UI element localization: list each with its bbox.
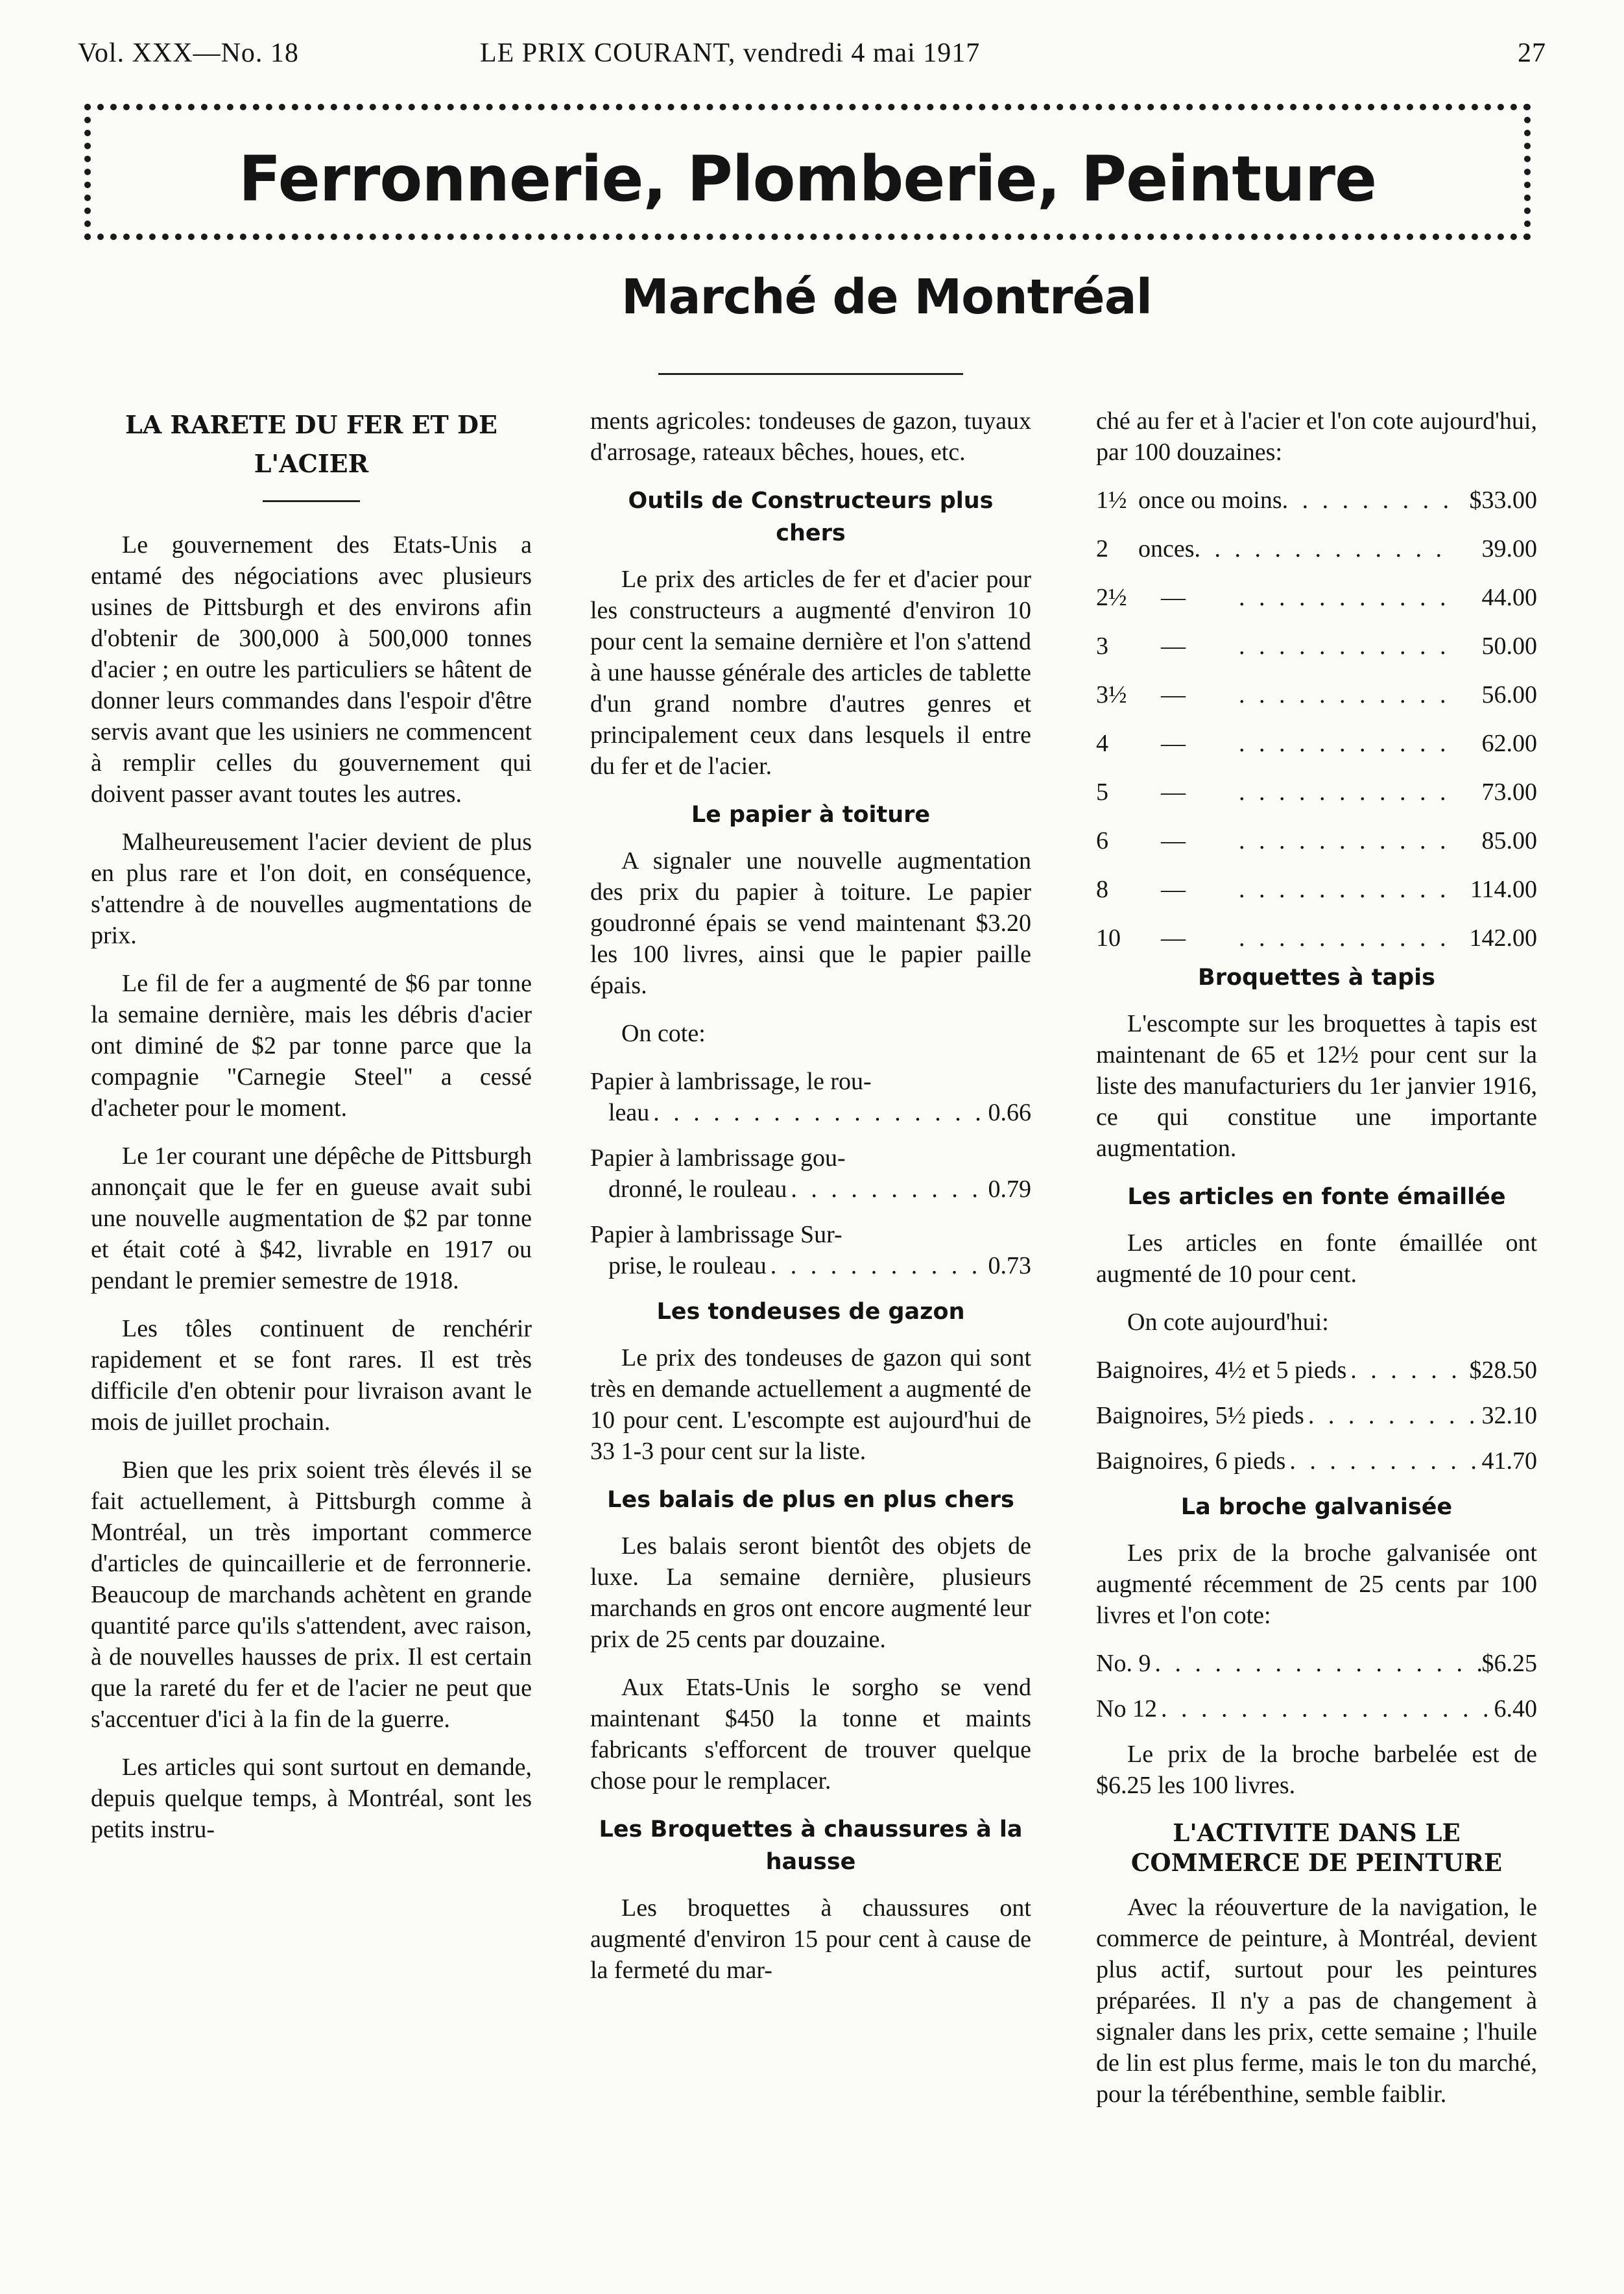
paragraph: Bien que les prix soient très élevés il se fait actuellement, à Pittsburgh comme à Montréal, un très important commerce d'articles de quincaillerie et de ferronnerie. Beaucoup de marchands achètent en grande quantité parce qu'ils s'attendent, avec raison, à de nouvelles hausses de prix. Il est certain que la rareté du fer et de l'acier ne peut que s'accentuer d'ici à la fin de la guerre.	[91, 1456, 532, 1733]
paragraph: A signaler une nouvelle augmentation des prix du papier à toiture. Le papier goudronné épais se vend maintenant $3.20 les 100 livres, ainsi que le papier paille épais.	[590, 847, 1031, 999]
on-cote-label: On cote aujourd'hui:	[1127, 1309, 1329, 1336]
subheading-fonte-emaillee: Les articles en fonte émaillée	[1127, 1184, 1506, 1210]
tack-row	[1096, 728, 1537, 777]
wire-price: $6.25	[1481, 1650, 1537, 1677]
bath-price: 32.10	[1481, 1402, 1537, 1429]
subheading-balais: Les balais de plus en plus chers	[607, 1487, 1014, 1513]
bath-price: $28.50	[1469, 1357, 1537, 1384]
column-3	[1096, 405, 1537, 2127]
tack-row	[1096, 874, 1537, 923]
subheading-broche-galvanisee: La broche galvanisée	[1180, 1494, 1453, 1520]
tack-price-table	[1096, 485, 1537, 961]
masthead: LE PRIX COURANT, vendredi 4 mai 1917	[480, 38, 981, 68]
bath-price-row	[1096, 1445, 1537, 1477]
bath-label: Baignoires, 4½ et 5 pieds	[1096, 1357, 1347, 1384]
price-entry	[590, 1219, 1031, 1281]
paragraph: Le gouvernement des Etats-Unis a entamé des négociations avec plusieurs usines de Pittsburgh et des environs afin d'obtenir de 300,000 à 500,000 tonnes d'acier ; en outre les particuliers se hâtent de donner leurs commandes dans l'espoir d'être servis avant que les usiniers ne commencent à remplir celles du gouvernement qui doivent passer avant toutes les autres.	[91, 531, 532, 808]
paragraph: Les broquettes à chaussures ont augmenté d'environ 15 pour cent à cause de la fermeté du mar-	[590, 1894, 1031, 1984]
entry-price: 0.73	[988, 1252, 1031, 1279]
tack-price: 142.00	[1469, 924, 1537, 952]
entry-label: Papier à lambrissage, le rou-	[590, 1068, 872, 1095]
leader-dots	[787, 1174, 988, 1205]
paragraph: Le 1er courant une dépêche de Pittsburgh annonçait que le fer en gueuse avait subi une nouvelle augmentation de $2 par tonne et était coté à $42, livrable en 1917 ou pendant le premier semestre de 1918.	[91, 1142, 532, 1294]
entry-price: 0.79	[988, 1176, 1031, 1203]
tack-qty: 2	[1096, 535, 1108, 562]
paragraph: Les tôles continuent de renchérir rapidement et se font rares. Il est très difficile d'en obtenir pour livraison avant le mois de juillet prochain.	[91, 1315, 532, 1436]
price-entry	[590, 1142, 1031, 1205]
tack-price: 114.00	[1470, 876, 1537, 903]
tack-row	[1096, 777, 1537, 825]
subheading-broquettes-tapis: Broquettes à tapis	[1198, 965, 1435, 991]
column-1	[91, 405, 532, 1862]
subheading-papier: Le papier à toiture	[691, 802, 931, 828]
heading-rule	[263, 500, 360, 502]
running-header	[78, 38, 1546, 77]
leader-dots	[649, 1097, 988, 1128]
bath-price-row	[1096, 1355, 1537, 1386]
leader-dots	[1282, 485, 1453, 516]
bath-price-row	[1096, 1400, 1537, 1431]
tack-row	[1096, 679, 1537, 728]
tack-row	[1096, 485, 1537, 533]
leader-dots	[1239, 923, 1453, 954]
tack-qty: 8	[1096, 876, 1108, 903]
entry-leader	[590, 1250, 1031, 1281]
price-entry	[590, 1066, 1031, 1128]
tack-qty: 4	[1096, 730, 1108, 757]
tack-row	[1096, 825, 1537, 874]
tack-qty: 1½	[1096, 487, 1127, 514]
leader-dots	[1239, 631, 1453, 662]
tack-qty: 2½	[1096, 584, 1127, 611]
entry-label: Papier à lambrissage gou-	[590, 1144, 846, 1172]
tack-unit: —	[1161, 876, 1186, 903]
wire-price: 6.40	[1494, 1695, 1537, 1722]
leader-dots	[1157, 1693, 1494, 1724]
tack-unit: —	[1161, 827, 1186, 854]
wire-label: No 12	[1096, 1695, 1157, 1722]
leader-dots	[1239, 825, 1453, 856]
tack-price: 56.00	[1481, 681, 1537, 708]
tack-row	[1096, 631, 1537, 679]
leader-dots	[1346, 1355, 1469, 1386]
tack-price: $33.00	[1469, 487, 1537, 514]
entry-label: prise, le rouleau	[608, 1252, 767, 1279]
paragraph: Le prix de la broche barbelée est de $6.25 les 100 livres.	[1096, 1741, 1537, 1799]
tack-qty: 5	[1096, 779, 1108, 806]
section-title: Ferronnerie, Plomberie, Peinture	[238, 143, 1377, 215]
leader-dots	[1239, 679, 1453, 710]
tack-unit: —	[1161, 730, 1186, 757]
leader-dots	[1239, 728, 1453, 759]
paragraph: ché au fer et à l'acier et l'on cote aujourd'hui, par 100 douzaines:	[1096, 407, 1537, 466]
tack-qty: 3½	[1096, 681, 1127, 708]
paragraph: Le prix des tondeuses de gazon qui sont très en demande actuellement a augmenté de 10 pour cent. L'escompte est aujourd'hui de 33 1-3 pour cent sur la liste.	[590, 1344, 1031, 1465]
bath-price: 41.70	[1481, 1447, 1537, 1475]
volume-number: Vol. XXX—No. 18	[78, 38, 299, 68]
leader-dots	[1239, 582, 1453, 613]
subheading-broquettes-chaussures: Les Broquettes à chaussures à la hausse	[599, 1817, 1023, 1875]
paragraph: Les articles qui sont surtout en demande, depuis quelque temps, à Montréal, sont les petits instru-	[91, 1754, 532, 1843]
tack-price: 50.00	[1481, 633, 1537, 660]
paragraph: ments agricoles: tondeuses de gazon, tuyaux d'arrosage, rateaux bêches, houes, etc.	[590, 407, 1031, 466]
paragraph: Les articles en fonte émaillée ont augmenté de 10 pour cent.	[1096, 1229, 1537, 1288]
paragraph: Avec la réouverture de la navigation, le commerce de peinture, à Montréal, devient plus actif, surtout pour les peintures préparées. Il n'y a pas de changement à signaler dans les prix, cette semaine ; l'huile de lin est plus ferme, mais le ton du marché, pour la térébenthine, semble faiblir.	[1096, 1894, 1537, 2108]
paragraph: Le prix des articles de fer et d'acier pour les constructeurs a augmenté d'environ 10 pour cent la semaine dernière et l'on s'attend à une hausse générale des articles de tablette d'un grand nombre d'autres genres et principalement ceux dans lesquels il entre du fer et de l'acier.	[590, 566, 1031, 780]
tack-unit: once ou moins	[1138, 487, 1282, 514]
leader-dots	[1195, 533, 1453, 564]
tack-unit: —	[1161, 924, 1186, 952]
leader-dots	[767, 1250, 988, 1281]
bath-label: Baignoires, 5½ pieds	[1096, 1402, 1304, 1429]
subtitle-rule	[658, 373, 963, 375]
leader-dots	[1285, 1445, 1481, 1477]
tack-price: 44.00	[1481, 584, 1537, 611]
tack-unit: onces	[1138, 535, 1195, 562]
page-number: 27	[1518, 38, 1546, 68]
entry-label: dronné, le rouleau	[608, 1176, 787, 1203]
market-subtitle: Marché de Montréal	[621, 269, 1152, 325]
paragraph: Malheureusement l'acier devient de plus en plus rare et l'on doit, en conséquence, s'attendre à de nouvelles augmentations de prix.	[91, 828, 532, 949]
tack-row	[1096, 923, 1537, 961]
wire-label: No. 9	[1096, 1650, 1151, 1677]
tack-price: 39.00	[1481, 535, 1537, 562]
subheading-peinture: L'ACTIVITE DANS LE COMMERCE DE PEINTURE	[1130, 1818, 1503, 1877]
tack-unit: —	[1161, 681, 1186, 708]
wire-price-row	[1096, 1648, 1537, 1679]
tack-unit: —	[1161, 779, 1186, 806]
leader-dots	[1239, 874, 1453, 905]
paragraph: Le fil de fer a augmenté de $6 par tonne la semaine dernière, mais les débris d'acier ont diminé de $2 par tonne parce que la compagnie "Carnegie Steel" a cessé d'acheter pour le moment.	[91, 970, 532, 1122]
tack-price: 62.00	[1481, 730, 1537, 757]
paragraph: Les balais seront bientôt des objets de luxe. La semaine dernière, plusieurs marchands en gros ont encore augmenté leur prix de 25 cents par douzaine.	[590, 1532, 1031, 1653]
paragraph: L'escompte sur les broquettes à tapis est maintenant de 65 et 12½ pour cent sur la liste des manufacturiers du 1er janvier 1916, ce qui constitue une importante augmentation.	[1096, 1010, 1537, 1162]
tack-unit: —	[1161, 633, 1186, 660]
entry-label: Papier à lambrissage Sur-	[590, 1221, 842, 1248]
leader-dots	[1304, 1400, 1482, 1431]
paragraph: Aux Etats-Unis le sorgho se vend maintenant $450 la tonne et maints fabricants s'efforcent de trouver quelque chose pour le remplacer.	[590, 1674, 1031, 1794]
leader-dots	[1151, 1648, 1481, 1679]
column-2	[590, 405, 1031, 2003]
bath-label: Baignoires, 6 pieds	[1096, 1447, 1286, 1475]
paragraph: Les prix de la broche galvanisée ont augmenté récemment de 25 cents par 100 livres et l'on cote:	[1096, 1539, 1537, 1629]
on-cote-label: On cote:	[621, 1020, 706, 1047]
tack-qty: 6	[1096, 827, 1108, 854]
article-heading-iron-steel: LA RARETE DU FER ET DE L'ACIER	[125, 410, 497, 478]
wire-price-row	[1096, 1693, 1537, 1724]
entry-leader	[590, 1097, 1031, 1128]
subheading-tondeuses: Les tondeuses de gazon	[656, 1299, 965, 1325]
tack-row	[1096, 533, 1537, 582]
tack-row	[1096, 582, 1537, 631]
entry-price: 0.66	[988, 1099, 1031, 1126]
subheading-outils: Outils de Constructeurs plus chers	[628, 488, 994, 546]
tack-price: 85.00	[1481, 827, 1537, 854]
leader-dots	[1239, 777, 1453, 808]
entry-label: leau	[608, 1099, 650, 1126]
tack-price: 73.00	[1481, 779, 1537, 806]
entry-leader	[590, 1174, 1031, 1205]
section-title-box	[84, 104, 1531, 240]
tack-unit: —	[1161, 584, 1186, 611]
tack-qty: 10	[1096, 924, 1121, 952]
tack-qty: 3	[1096, 633, 1108, 660]
